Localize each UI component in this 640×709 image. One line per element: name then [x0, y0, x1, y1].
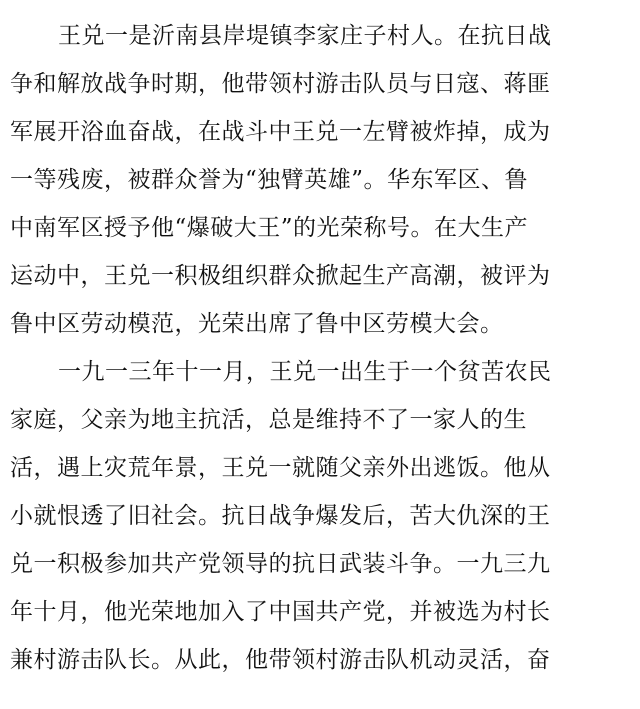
- paragraph-1-line-1: 王兑一是沂南县岸堤镇李家庄子村人。在抗日战: [58, 23, 552, 49]
- paragraph-2-line-3: 活，遇上灾荒年景，王兑一就随父亲外出逃饭。他从: [10, 455, 551, 481]
- paragraph-1-line-4: 一等残废，被群众誉为“独臂英雄”。华东军区、鲁: [10, 167, 529, 193]
- paragraph-1-line-5: 中南军区授予他“爆破大王”的光荣称号。在大生产: [10, 215, 529, 241]
- paragraph-2-line-1: 一九一三年十一月，王兑一出生于一个贫苦农民: [58, 359, 552, 385]
- paragraph-2-line-4: 小就恨透了旧社会。抗日战争爆发后，苦大仇深的王: [10, 503, 551, 529]
- paragraph-1-line-3: 军展开浴血奋战，在战斗中王兑一左臂被炸掉，成为: [10, 119, 551, 145]
- paragraph-2-line-6: 年十月，他光荣地加入了中国共产党，并被选为村长: [10, 599, 551, 625]
- paragraph-2-line-2: 家庭，父亲为地主抗活，总是维持不了一家人的生: [10, 407, 527, 433]
- paragraph-1-line-2: 争和解放战争时期，他带领村游击队员与日寇、蒋匪: [10, 71, 551, 97]
- paragraph-1-line-6: 运动中，王兑一积极组织群众掀起生产高潮，被评为: [10, 263, 551, 289]
- paragraph-1-line-7: 鲁中区劳动模范，光荣出席了鲁中区劳模大会。: [10, 311, 504, 337]
- paragraph-2-line-5: 兑一积极参加共产党领导的抗日武装斗争。一九三九: [10, 551, 551, 577]
- paragraph-2-line-7: 兼村游击队长。从此，他带领村游击队机动灵活，奋: [10, 647, 551, 673]
